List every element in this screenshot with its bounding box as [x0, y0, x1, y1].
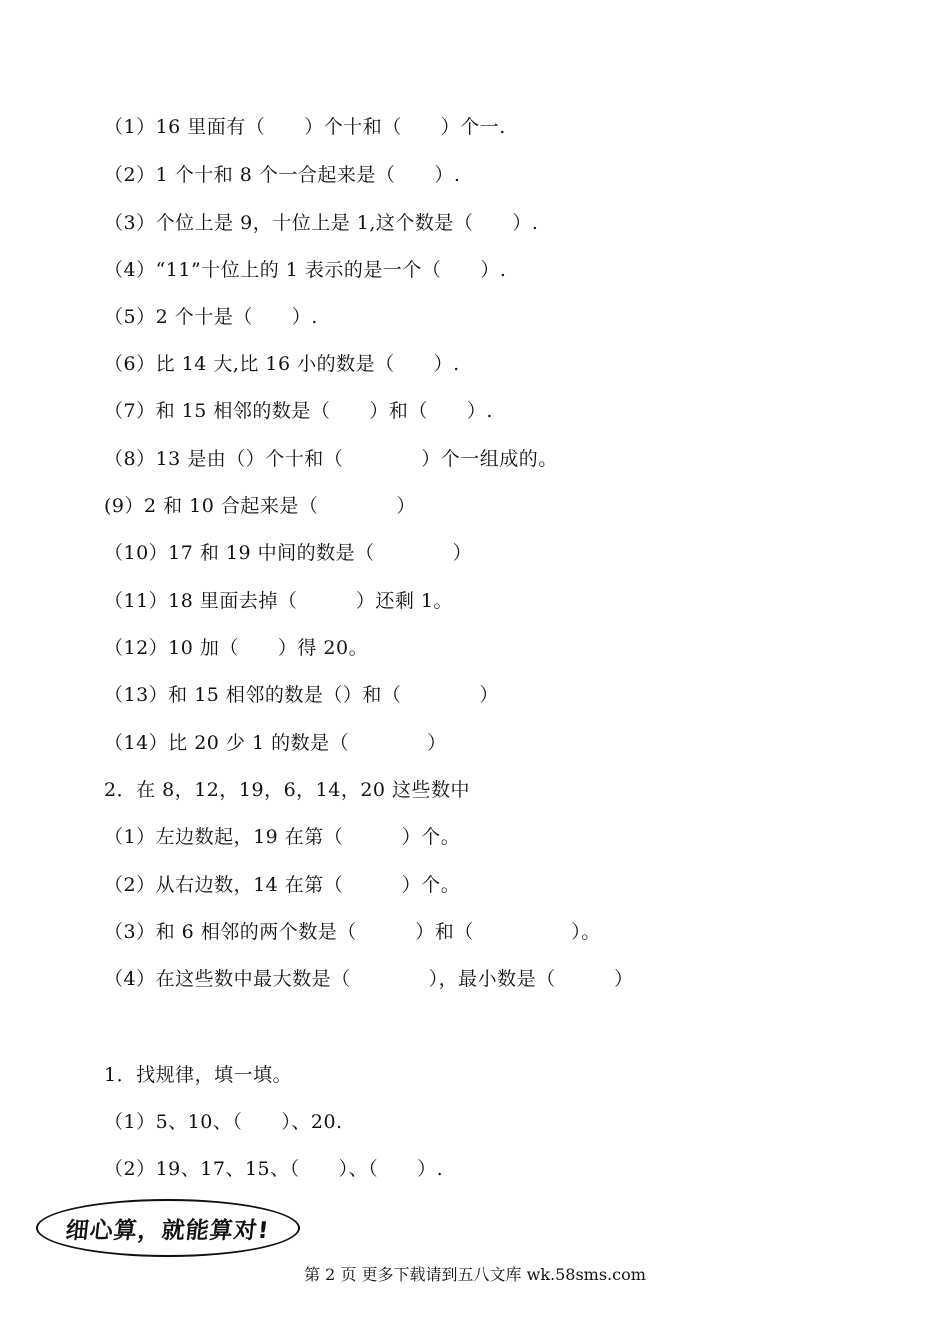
question-1-4: （4）“11”十位上的 1 表示的是一个（ ）.	[104, 259, 507, 281]
question-1-5: （5）2 个十是（ ）.	[104, 306, 318, 328]
question-2-2: （2）从右边数，14 在第（ ）个。	[104, 874, 461, 896]
question-3-1: （1）5、10、（ ）、20.	[104, 1111, 343, 1133]
question-2-4: （4）在这些数中最大数是（ ），最小数是（ ）	[104, 968, 634, 990]
question-1-3: （3）个位上是 9，十位上是 1,这个数是（ ）.	[104, 212, 539, 234]
question-1-11: （11）18 里面去掉（ ）还剩 1。	[104, 590, 454, 612]
question-1-9: (9）2 和 10 合起来是（ ）	[104, 495, 416, 517]
question-2-1: （1）左边数起，19 在第（ ）个。	[104, 826, 461, 848]
question-1-14: （14）比 20 少 1 的数是（ ）	[104, 732, 447, 754]
question-1-6: （6）比 14 大,比 16 小的数是（ ）.	[104, 353, 460, 375]
careful-calculation-badge	[36, 1199, 300, 1257]
question-1-8: （8）13 是由（）个十和（ ）个一组成的。	[104, 448, 558, 470]
question-1-7: （7）和 15 相邻的数是（ ）和（ ）.	[104, 400, 493, 422]
question-3-2: （2）19、17、15、（ ）、（ ）.	[104, 1158, 444, 1180]
question-1-10: （10）17 和 19 中间的数是（ ）	[104, 542, 473, 564]
question-1-12: （12）10 加（ ）得 20。	[104, 637, 369, 659]
section-2-heading: 2．在 8，12，19，6，14，20 这些数中	[104, 779, 471, 801]
question-1-2: （2）1 个十和 8 个一合起来是（ ）.	[104, 164, 461, 186]
badge-text: 细心算，就能算对!	[64, 1217, 271, 1244]
page-footer: 第 2 页 更多下载请到五八文库 wk.58sms.com	[304, 1265, 646, 1284]
question-2-3: （3）和 6 相邻的两个数是（ ）和（ ）。	[104, 921, 601, 943]
question-1-13: （13）和 15 相邻的数是（）和（ ）	[104, 684, 499, 706]
section-3-heading: 1．找规律，填一填。	[104, 1064, 293, 1086]
question-1-1: （1）16 里面有（ ）个十和（ ）个一.	[104, 116, 506, 138]
